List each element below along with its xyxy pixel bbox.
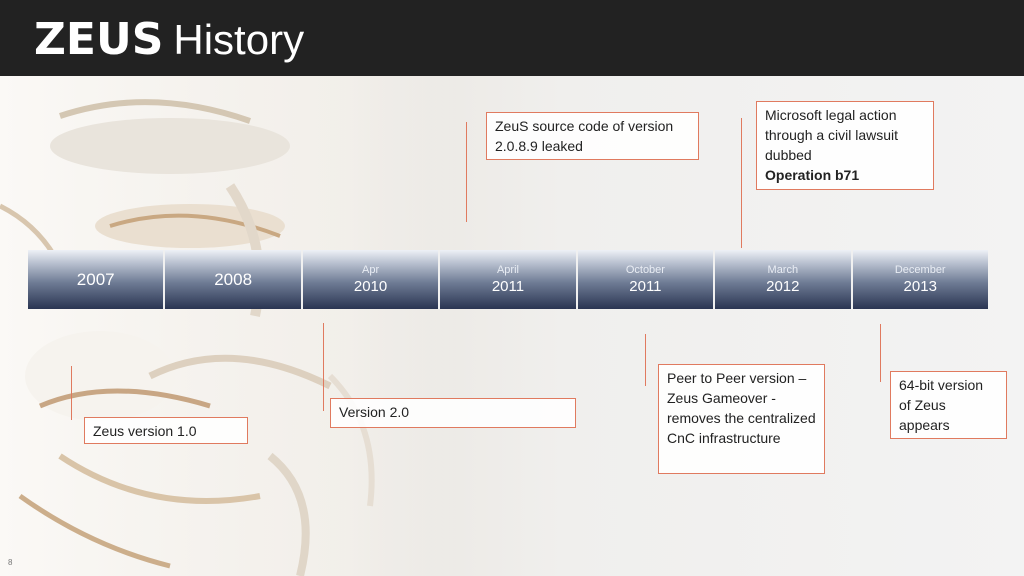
connector-line — [741, 118, 742, 248]
event-text: ZeuS source code of version 2.0.8.9 leaked — [495, 118, 674, 154]
timeline-segment — [853, 250, 988, 309]
connector-line — [71, 366, 72, 420]
event-source-leak — [486, 112, 699, 160]
event-operation-name: Operation b71 — [765, 167, 860, 183]
event-text: Zeus version 1.0 — [93, 423, 197, 439]
timeline-year: 2011 — [629, 277, 662, 295]
event-text: 64-bit version of Zeus appears — [899, 377, 984, 433]
timeline-segment — [715, 250, 852, 309]
event-text: Version 2.0 — [339, 404, 410, 420]
timeline-year: 2013 — [903, 277, 937, 295]
timeline-year: 2008 — [214, 270, 253, 289]
timeline-segment — [578, 250, 715, 309]
event-text: Peer to Peer version – Zeus Gameover - removes the centralized CnC infrastructure — [667, 370, 816, 446]
timeline-year: 2011 — [491, 277, 525, 295]
connector-line — [466, 122, 467, 222]
event-64bit — [890, 371, 1007, 439]
timeline-segment — [28, 250, 165, 309]
event-text: Microsoft legal action through a civil lawsuit dubbed — [765, 107, 899, 163]
statue-face-image — [0, 76, 460, 576]
page-number: 8 — [8, 558, 13, 567]
title-rest: History — [173, 16, 305, 63]
timeline-year: 2012 — [766, 277, 800, 295]
event-zeus-v1 — [84, 417, 248, 444]
timeline-segment — [165, 250, 302, 309]
timeline-month: April — [496, 263, 519, 276]
connector-line — [880, 324, 881, 382]
timeline-month: March — [767, 263, 799, 276]
timeline-month: October — [625, 263, 665, 276]
event-p2p-gameover — [658, 364, 825, 474]
slide-title — [34, 14, 304, 76]
event-microsoft-action — [756, 101, 934, 190]
timeline-year: 2010 — [353, 277, 388, 295]
timeline-segment — [440, 250, 577, 309]
connector-line — [645, 334, 646, 386]
timeline-month: December — [894, 263, 946, 276]
timeline-year: 2007 — [76, 270, 115, 289]
timeline-segment — [303, 250, 440, 309]
connector-line — [323, 323, 324, 411]
event-version-2 — [330, 398, 576, 428]
timeline-bar — [28, 250, 988, 309]
title-brand: ZEUS — [34, 14, 164, 65]
timeline-month: Apr — [361, 263, 380, 276]
